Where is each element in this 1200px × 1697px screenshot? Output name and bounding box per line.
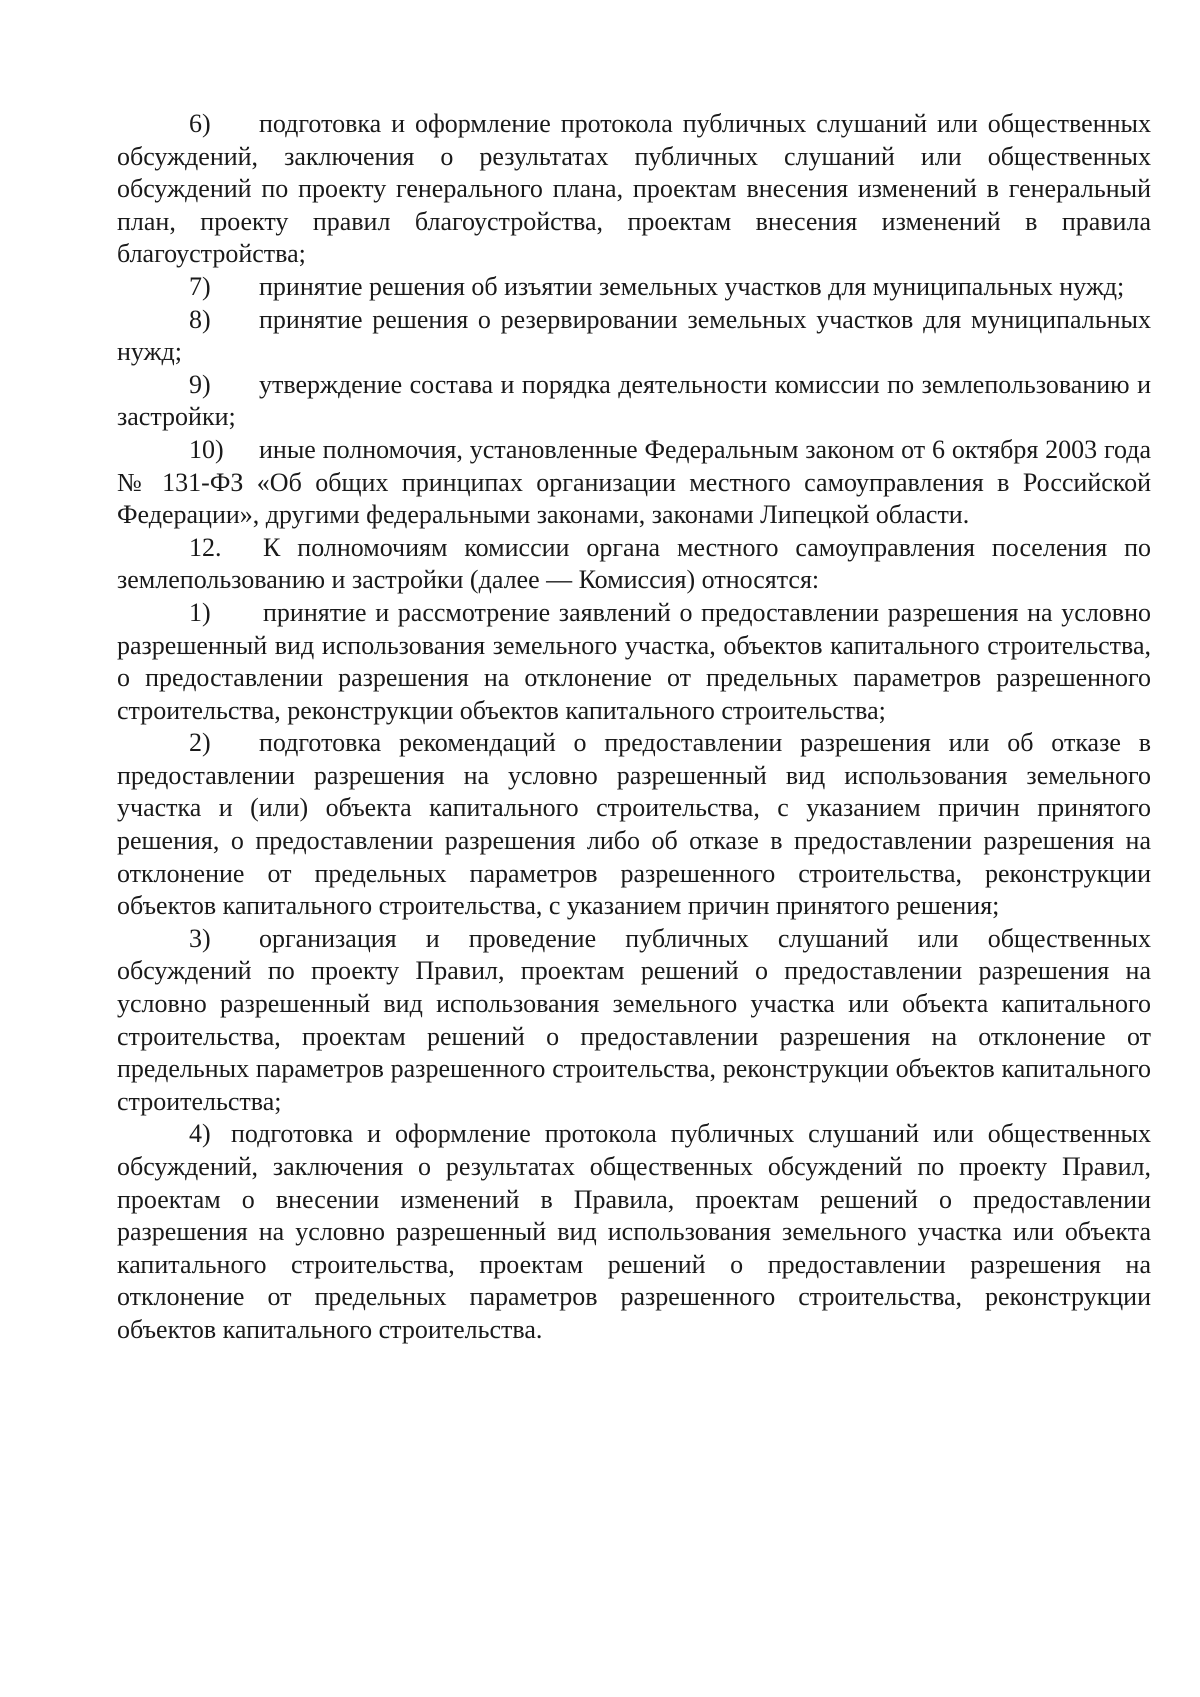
paragraph-number: 6) [189, 109, 211, 138]
paragraph-item-8 [117, 304, 1151, 369]
paragraph-number: 7) [189, 271, 211, 301]
paragraph-item-9 [117, 369, 1151, 434]
paragraph-text: принятие решения об изъятии земельных участков для муниципальных нужд; [259, 271, 1125, 301]
paragraph-text: подготовка и оформление протокола публичных слушаний или общественных обсуждений, заключения о результатах общественных обсуждений по проекту Правил, проектам о внесении изменений в Правила, проектам решений о предоставлении разрешения на условно разрешенный вид использования земельного участка или объекта капитального строительства, проектам решений о предоставлении разрешения на отклонение от предельных параметров разрешенного строительства, реконструкции объектов капитального строительства. [117, 1119, 1151, 1344]
paragraph-text: подготовка и оформление протокола публичных слушаний или общественных обсуждений, заключения о результатах публичных слушаний или общественных обсуждений по проекту генерального плана, проектам внесения изменений в генеральный план, проекту правил благоустройства, проектам внесения изменений в правила благоустройства; [117, 109, 1151, 269]
paragraph-item-10 [117, 434, 1151, 532]
paragraph-number: 3) [189, 923, 211, 953]
paragraph-number: 1) [189, 597, 211, 627]
paragraph-number: 9) [189, 369, 211, 399]
paragraph-item-6 [117, 108, 1151, 271]
paragraph-number: 10) [189, 434, 224, 464]
paragraph-item-2 [117, 727, 1151, 923]
paragraph-item-3 [117, 923, 1151, 1119]
paragraph-item-4 [117, 1118, 1151, 1346]
paragraph-number: 2) [189, 728, 211, 758]
paragraph-text: принятие решения о резервировании земельных участков для муниципальных нужд; [117, 304, 1151, 367]
paragraph-item-7 [117, 271, 1151, 304]
paragraph-number: 8) [189, 304, 211, 334]
paragraph-text: принятие и рассмотрение заявлений о предоставлении разрешения на условно разрешенный вид использования земельного участка, объектов капитального строительства, о предоставлении разрешения на отклонение от предельных параметров разрешенного строительства, реконструкции объектов капитального строительства; [117, 597, 1151, 725]
paragraph-text: иные полномочия, установленные Федеральным законом от 6 октября 2003 года № 131-ФЗ «Об общих принципах организации местного самоуправления в Российской Федерации», другими федеральными законами, законами Липецкой области. [117, 434, 1151, 530]
paragraph-text: К полномочиям комиссии органа местного самоуправления поселения по землепользованию и застройки (далее — Комиссия) относятся: [117, 532, 1151, 595]
paragraph-item-1 [117, 597, 1151, 727]
paragraph-section-12 [117, 532, 1151, 597]
paragraph-text: подготовка рекомендаций о предоставлении разрешения или об отказе в предоставлении разрешения на условно разрешенный вид использования земельного участка и (или) объекта капитального строительства, с указанием причин принятого решения, о предоставлении разрешения либо об отказе в предоставлении разрешения на отклонение от предельных параметров разрешенного строительства, реконструкции объектов капитального строительства, с указанием причин принятого решения; [117, 728, 1151, 921]
document-page [117, 108, 1151, 1347]
paragraph-number: 4) [189, 1119, 211, 1149]
paragraph-text: утверждение состава и порядка деятельности комиссии по землепользованию и застройки; [117, 369, 1151, 432]
paragraph-number: 12. [189, 532, 222, 562]
paragraph-text: организация и проведение публичных слушаний или общественных обсуждений по проекту Правил, проектам решений о предоставлении разрешения на условно разрешенный вид использования земельного участка или объекта капитального строительства, проектам решений о предоставлении разрешения на отклонение от предельных параметров разрешенного строительства, реконструкции объектов капитального строительства; [117, 923, 1151, 1116]
